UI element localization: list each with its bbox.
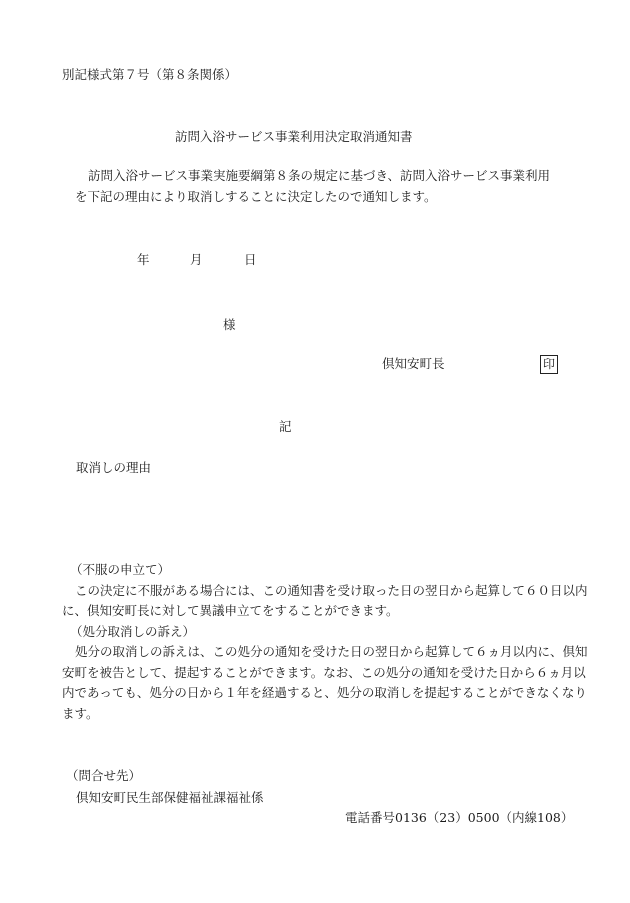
document-title: 訪問入浴サービス事業利用決定取消通知書 — [175, 129, 413, 144]
lawsuit-heading: （処分取消しの訴え） — [70, 623, 196, 639]
form-number: 別記様式第７号（第８条関係） — [62, 67, 238, 82]
date-day-label: 日 — [244, 252, 257, 267]
intro-line-2: を下記の理由により取消しすることに決定したので通知します。 — [75, 188, 437, 204]
intro-paragraph — [0, 166, 550, 207]
lawsuit-line-1: 処分の取消しの訴えは、この処分の通知を受けた日の翌日から起算して６ヵ月以内に、倶知 — [75, 644, 588, 659]
date-year-label: 年 — [137, 252, 150, 267]
objection-line-2: に、倶知安町長に対して異議申立てをすることができます。 — [62, 603, 399, 618]
contact-department: 倶知安町民生部保健福祉課福祉係 — [76, 790, 264, 805]
date-month-label: 月 — [190, 252, 203, 267]
lawsuit-line-2: 安町を被告として、提起することができます。なお、この処分の通知を受けた日から６ヵ月以 — [62, 664, 586, 680]
issuer-name: 倶知安町長 — [382, 356, 445, 371]
seal-mark: 印 — [540, 355, 558, 374]
objection-heading: （不服の申立て） — [70, 562, 171, 577]
intro-line-1: 訪問入浴サービス事業実施要綱第８条の規定に基づき、訪問入浴サービス事業利用 — [88, 168, 551, 183]
reason-label: 取消しの理由 — [76, 460, 152, 475]
lawsuit-line-4: ます。 — [62, 705, 99, 721]
ki-heading: 記 — [279, 419, 292, 434]
contact-phone: 電話番号0136（23）0500（内線108） — [345, 810, 574, 825]
lawsuit-line-3: 内であっても、処分の日から１年を経過すると、処分の取消しを提起することができなくなり — [62, 685, 587, 700]
contact-heading: （問合せ先） — [66, 768, 142, 783]
objection-section — [0, 560, 588, 724]
objection-line-1: この決定に不服がある場合には、この通知書を受け取った日の翌日から起算して６０日以内 — [75, 582, 588, 598]
recipient-suffix: 様 — [223, 317, 236, 332]
